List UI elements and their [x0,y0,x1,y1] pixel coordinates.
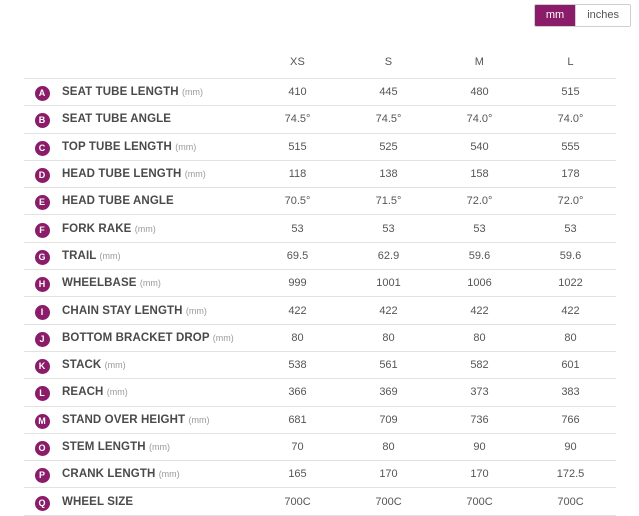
row-value-xs: 70 [252,433,343,460]
row-value-s: 80 [343,433,434,460]
row-value-l: 766 [525,406,616,433]
table-row [24,297,616,324]
row-badge-cell [24,351,60,378]
table-row [24,461,616,488]
unit-toggle-inches[interactable]: inches [576,5,630,26]
row-label: FORK RAKE [62,222,132,235]
row-value-s: 525 [343,133,434,160]
row-value-s: 561 [343,351,434,378]
row-label: SEAT TUBE LENGTH [62,86,179,99]
row-unit: (mm) [185,305,207,316]
row-badge-cell [24,188,60,215]
column-header-l: L [567,56,574,68]
row-badge-cell [24,270,60,297]
row-value-m: 72.0° [434,188,525,215]
row-badge: P [35,468,50,483]
row-badge-cell [24,133,60,160]
row-value-l: 74.0° [525,106,616,133]
row-label-cell [60,242,252,269]
row-label: STACK [62,359,102,372]
row-badge: C [35,141,50,156]
row-badge-cell [24,324,60,351]
row-label: WHEEL SIZE [62,495,134,508]
row-value-m: 582 [434,351,525,378]
row-value-s: 170 [343,461,434,488]
row-value-m: 736 [434,406,525,433]
row-value-m: 1006 [434,270,525,297]
table-row [24,406,616,433]
row-value-s: 53 [343,215,434,242]
unit-toggle[interactable] [534,4,631,27]
row-value-l: 90 [525,433,616,460]
table-row [24,242,616,269]
row-label-cell [60,106,252,133]
table-row [24,488,616,515]
row-value-xs: 700C [252,488,343,515]
row-value-l: 1022 [525,270,616,297]
row-label-cell [60,215,252,242]
row-value-xs: 366 [252,379,343,406]
row-value-s: 369 [343,379,434,406]
row-value-l: 53 [525,215,616,242]
table-header [24,56,616,79]
row-value-l: 72.0° [525,188,616,215]
table-row [24,351,616,378]
header-spacer-badge [24,56,60,79]
row-label: BOTTOM BRACKET DROP [62,331,210,344]
row-label-cell [60,188,252,215]
table-row [24,133,616,160]
column-header-xs: XS [289,56,306,68]
row-value-l: 172.5 [525,461,616,488]
row-value-m: 80 [434,324,525,351]
row-value-m: 170 [434,461,525,488]
row-value-s: 138 [343,160,434,187]
table-row [24,160,616,187]
row-badge: B [35,113,50,128]
row-value-s: 445 [343,79,434,106]
table-row [24,79,616,106]
row-unit: (mm) [188,414,210,425]
row-value-l: 555 [525,133,616,160]
row-value-m: 74.0° [434,106,525,133]
row-unit: (mm) [184,169,206,180]
row-label-cell [60,488,252,515]
row-badge-cell [24,379,60,406]
row-value-xs: 80 [252,324,343,351]
row-badge: I [35,305,50,320]
column-header-s: S [384,56,393,68]
table-row [24,270,616,297]
row-value-xs: 53 [252,215,343,242]
row-badge-cell [24,215,60,242]
row-label-cell [60,270,252,297]
table-body [24,79,616,516]
row-label-cell [60,324,252,351]
row-badge: K [35,359,50,374]
row-badge: F [35,223,50,238]
row-value-m: 480 [434,79,525,106]
row-label: REACH [62,386,104,399]
row-value-m: 158 [434,160,525,187]
row-value-s: 74.5° [343,106,434,133]
row-badge-cell [24,461,60,488]
row-unit: (mm) [181,87,203,98]
row-value-s: 62.9 [343,242,434,269]
row-value-xs: 410 [252,79,343,106]
row-value-l: 422 [525,297,616,324]
row-value-l: 383 [525,379,616,406]
row-badge-cell [24,242,60,269]
row-label-cell [60,297,252,324]
row-value-xs: 70.5° [252,188,343,215]
row-badge-cell [24,79,60,106]
row-badge-cell [24,106,60,133]
row-badge: H [35,277,50,292]
table-row [24,215,616,242]
row-label-cell [60,133,252,160]
row-value-l: 59.6 [525,242,616,269]
row-label-cell [60,433,252,460]
row-value-m: 53 [434,215,525,242]
row-label-cell [60,406,252,433]
row-badge-cell [24,488,60,515]
row-value-m: 90 [434,433,525,460]
row-value-s: 422 [343,297,434,324]
geometry-table [24,56,616,516]
row-unit: (mm) [134,223,156,234]
row-value-s: 71.5° [343,188,434,215]
row-value-l: 700C [525,488,616,515]
row-value-xs: 681 [252,406,343,433]
row-badge: O [35,441,50,456]
row-value-xs: 74.5° [252,106,343,133]
row-label-cell [60,461,252,488]
row-value-xs: 69.5 [252,242,343,269]
table-row [24,188,616,215]
row-value-s: 1001 [343,270,434,297]
row-label: WHEELBASE [62,277,137,290]
row-label: HEAD TUBE LENGTH [62,168,182,181]
row-unit: (mm) [175,141,197,152]
row-value-xs: 422 [252,297,343,324]
row-value-s: 709 [343,406,434,433]
row-value-xs: 118 [252,160,343,187]
row-value-l: 178 [525,160,616,187]
row-unit: (mm) [104,360,126,371]
row-unit: (mm) [212,332,234,343]
row-value-xs: 515 [252,133,343,160]
row-value-xs: 538 [252,351,343,378]
row-label: HEAD TUBE ANGLE [62,195,174,208]
row-value-l: 601 [525,351,616,378]
row-badge: Q [35,496,50,511]
row-value-m: 540 [434,133,525,160]
row-label: TRAIL [62,249,97,262]
column-header-m: M [474,56,485,68]
row-badge: E [35,195,50,210]
row-label-cell [60,160,252,187]
row-badge: L [35,386,50,401]
row-badge: J [35,332,50,347]
row-value-xs: 165 [252,461,343,488]
row-unit: (mm) [158,469,180,480]
table-row [24,379,616,406]
unit-toggle-mm[interactable]: mm [535,5,576,26]
row-badge-cell [24,297,60,324]
table-row [24,324,616,351]
row-label: CHAIN STAY LENGTH [62,304,183,317]
row-label: STEM LENGTH [62,441,146,453]
table-row [24,106,616,133]
header-spacer-label [60,56,252,79]
row-value-m: 700C [434,488,525,515]
row-badge-cell [24,433,60,460]
row-value-l: 515 [525,79,616,106]
row-badge: D [35,168,50,183]
row-label: STAND OVER HEIGHT [62,413,186,426]
row-unit: (mm) [149,442,170,452]
row-badge-cell [24,406,60,433]
row-label: CRANK LENGTH [62,468,156,481]
row-badge: M [35,414,50,429]
row-value-m: 59.6 [434,242,525,269]
row-badge: A [35,86,50,101]
row-badge: G [35,250,50,265]
row-label: SEAT TUBE ANGLE [62,113,172,126]
table-row [24,433,616,460]
row-value-m: 422 [434,297,525,324]
row-label-cell [60,79,252,106]
row-value-l: 80 [525,324,616,351]
row-badge-cell [24,160,60,187]
row-unit: (mm) [139,278,161,289]
row-unit: (mm) [99,250,121,261]
row-label-cell [60,351,252,378]
row-value-s: 80 [343,324,434,351]
row-value-xs: 999 [252,270,343,297]
row-unit: (mm) [106,387,128,398]
row-label: TOP TUBE LENGTH [62,140,172,153]
row-value-s: 700C [343,488,434,515]
row-label-cell [60,379,252,406]
row-value-m: 373 [434,379,525,406]
